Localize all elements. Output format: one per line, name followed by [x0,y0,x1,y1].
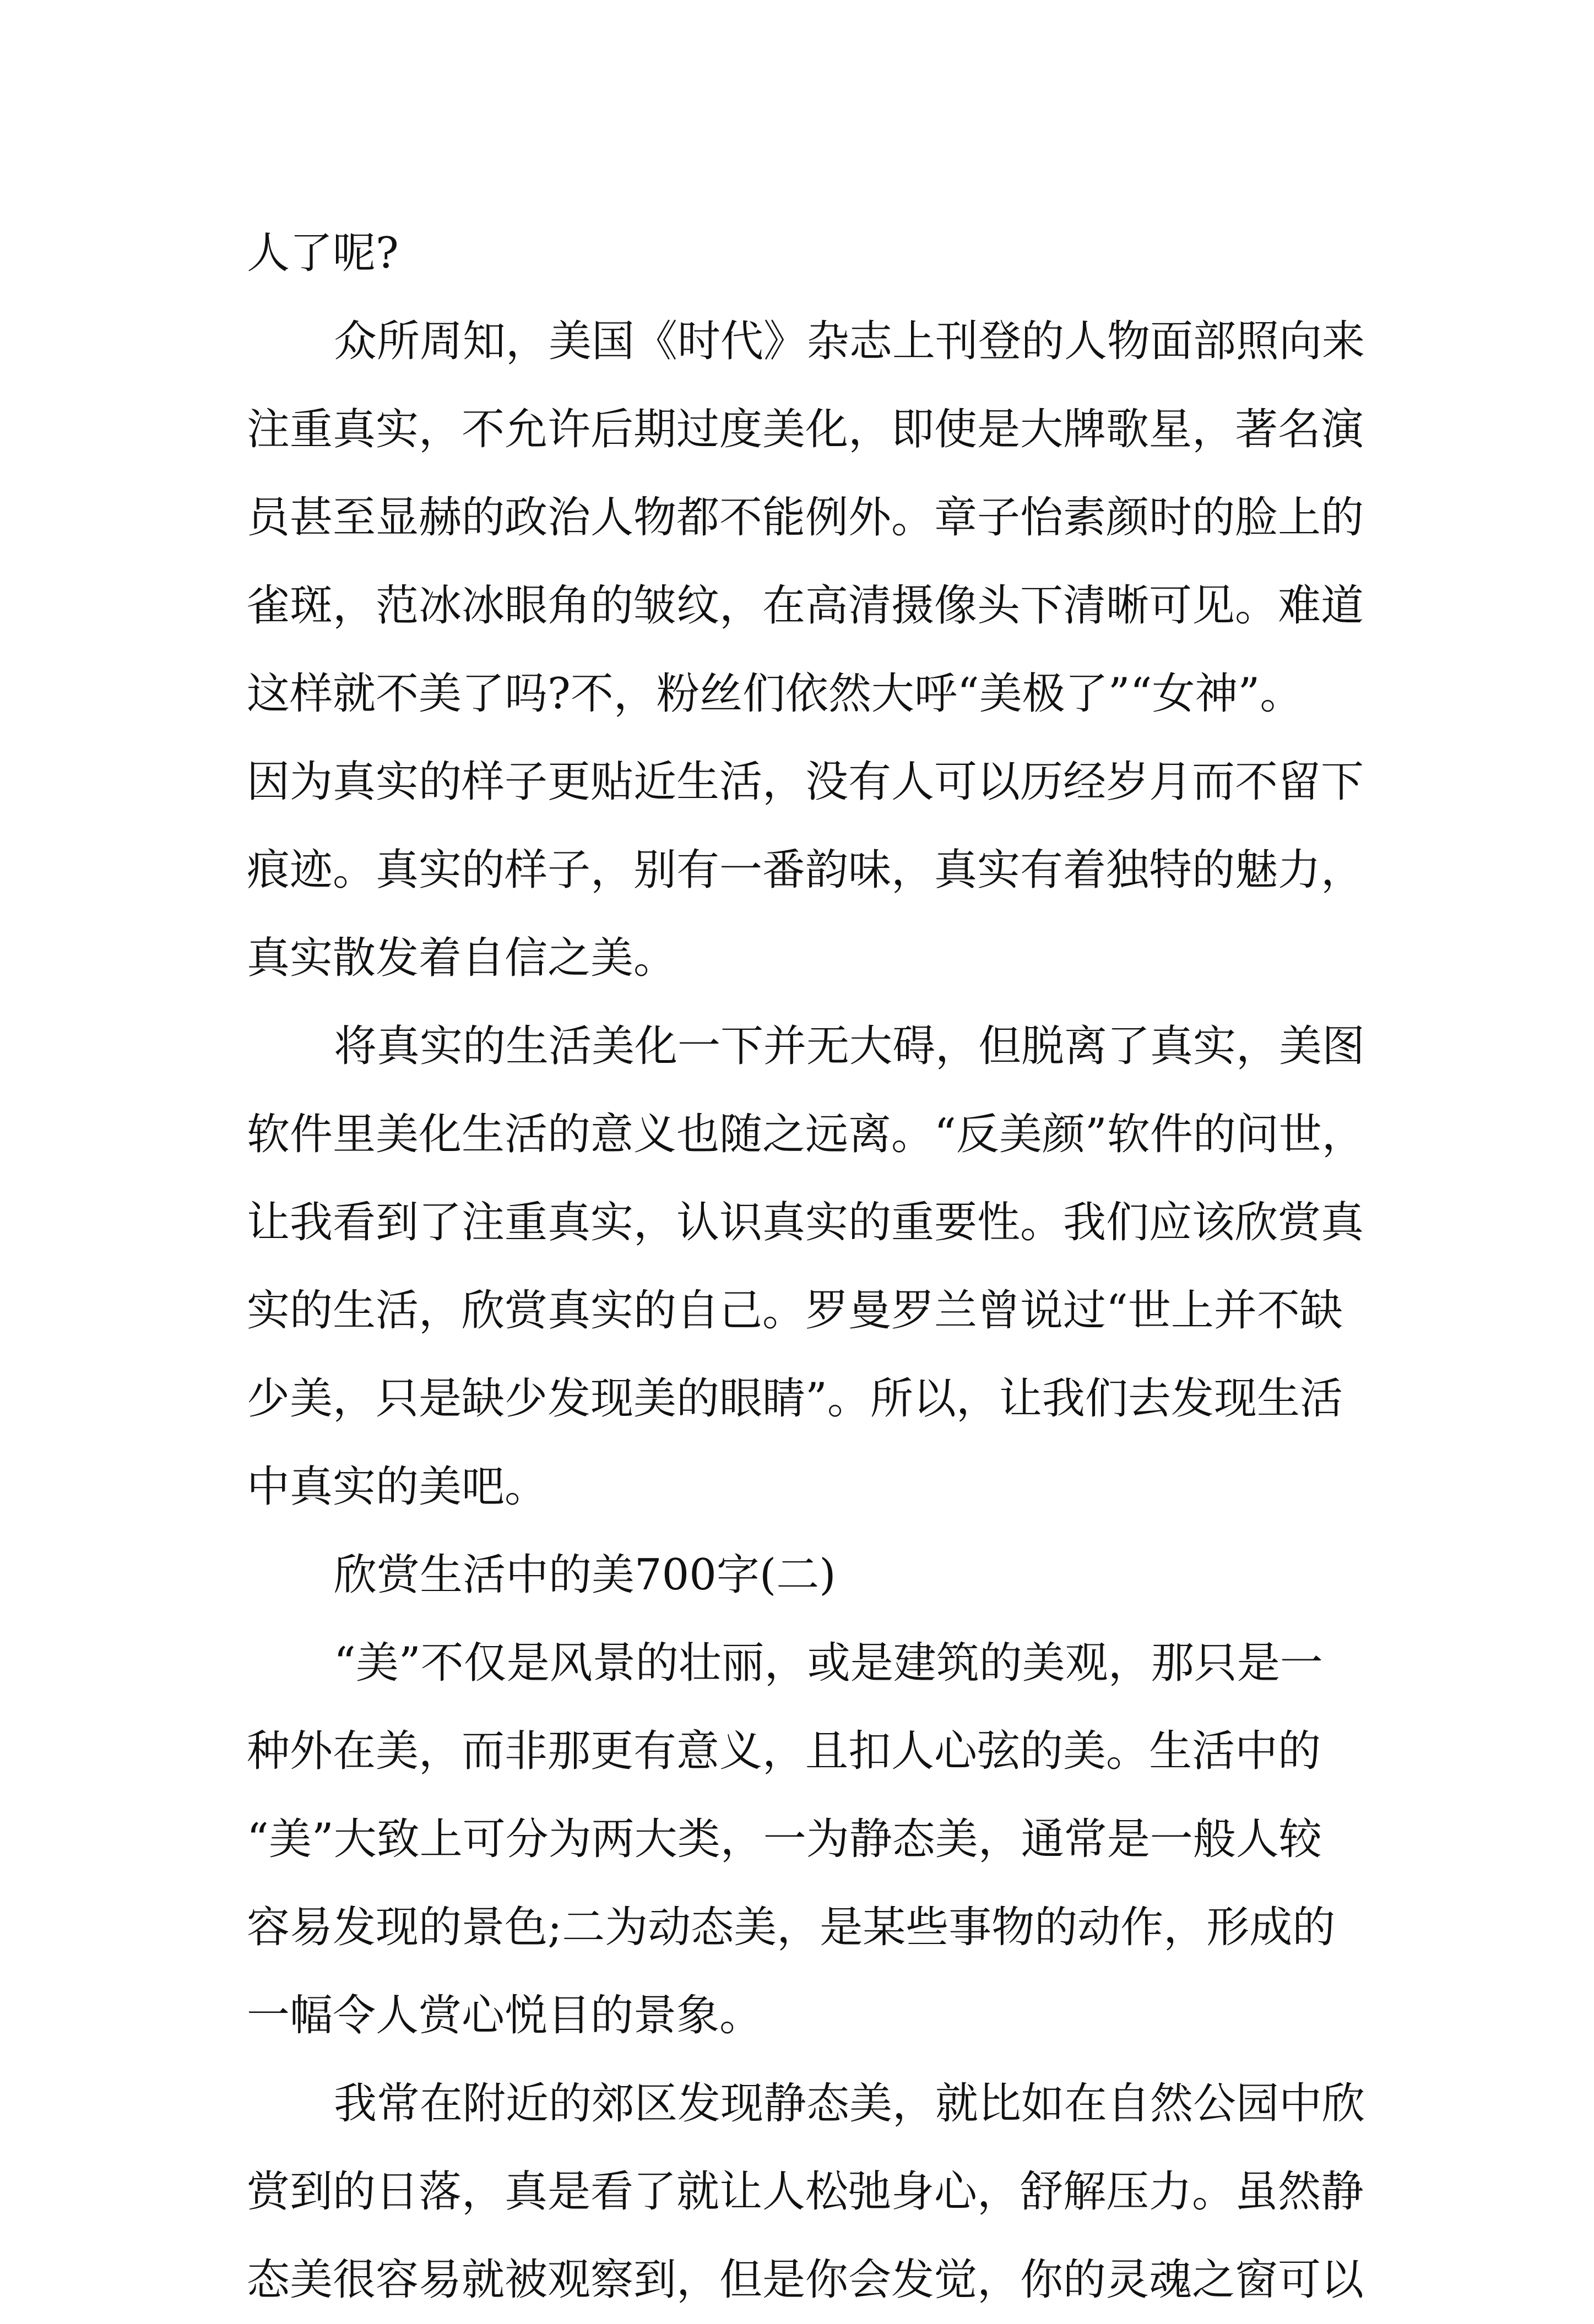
text-line: 员甚至显赫的政治人物都不能例外。章子怡素颜时的脸上的 [247,493,1364,542]
text-line: 软件里美化生活的意义也随之远离。“反美颜”软件的问世， [247,1110,1365,1159]
text-line: 容易发现的景色;二为动态美，是某些事物的动作，形成的 [247,1903,1336,1952]
text-line: 中真实的美吧。 [247,1462,548,1512]
text-line: 一幅令人赏心悦目的景象。 [247,1991,763,2040]
paragraph-first-line: 众所周知，美国《时代》杂志上刊登的人物面部照向来 [334,317,1365,366]
document-page [247,209,1365,2324]
text-line: 实的生活，欣赏真实的自己。罗曼罗兰曾说过“世上并不缺 [247,1286,1343,1335]
section-heading: 欣赏生活中的美700字(二) [334,1550,836,1600]
text-line: 真实散发着自信之美。 [247,933,677,983]
paragraph-first-line: “美”不仅是风景的壮丽，或是建筑的美观，那只是一 [334,1638,1323,1688]
text-line: 因为真实的样子更贴近生活，没有人可以历经岁月而不留下 [247,757,1364,807]
text-line: 赏到的日落，真是看了就让人松弛身心，舒解压力。虽然静 [247,2167,1364,2217]
text-line: 态美很容易就被观察到，但是你会发觉，你的灵魂之窗可以 [247,2255,1364,2305]
paragraph-first-line: 我常在附近的郊区发现静态美，就比如在自然公园中欣 [334,2079,1365,2128]
text-line: 这样就不美了吗?不，粉丝们依然大呼“美极了”“女神”。 [247,669,1303,719]
text-line: 种外在美，而非那更有意义，且扣人心弦的美。生活中的 [247,1726,1321,1776]
text-line: 少美，只是缺少发现美的眼睛”。所以，让我们去发现生活 [247,1374,1343,1424]
text-line: 让我看到了注重真实，认识真实的重要性。我们应该欣赏真 [247,1198,1364,1247]
paragraph-first-line: 将真实的生活美化一下并无大碍，但脱离了真实，美图 [334,1022,1365,1071]
text-line: 痕迹。真实的样子，别有一番韵味，真实有着独特的魅力， [247,845,1364,895]
text-line: “美”大致上可分为两大类，一为静态美，通常是一般人较 [247,1815,1322,1864]
text-line: 雀斑，范冰冰眼角的皱纹，在高清摄像头下清晰可见。难道 [247,581,1364,631]
text-line: 注重真实，不允许后期过度美化，即使是大牌歌星，著名演 [247,405,1364,454]
text-line: 人了呢? [247,229,399,278]
